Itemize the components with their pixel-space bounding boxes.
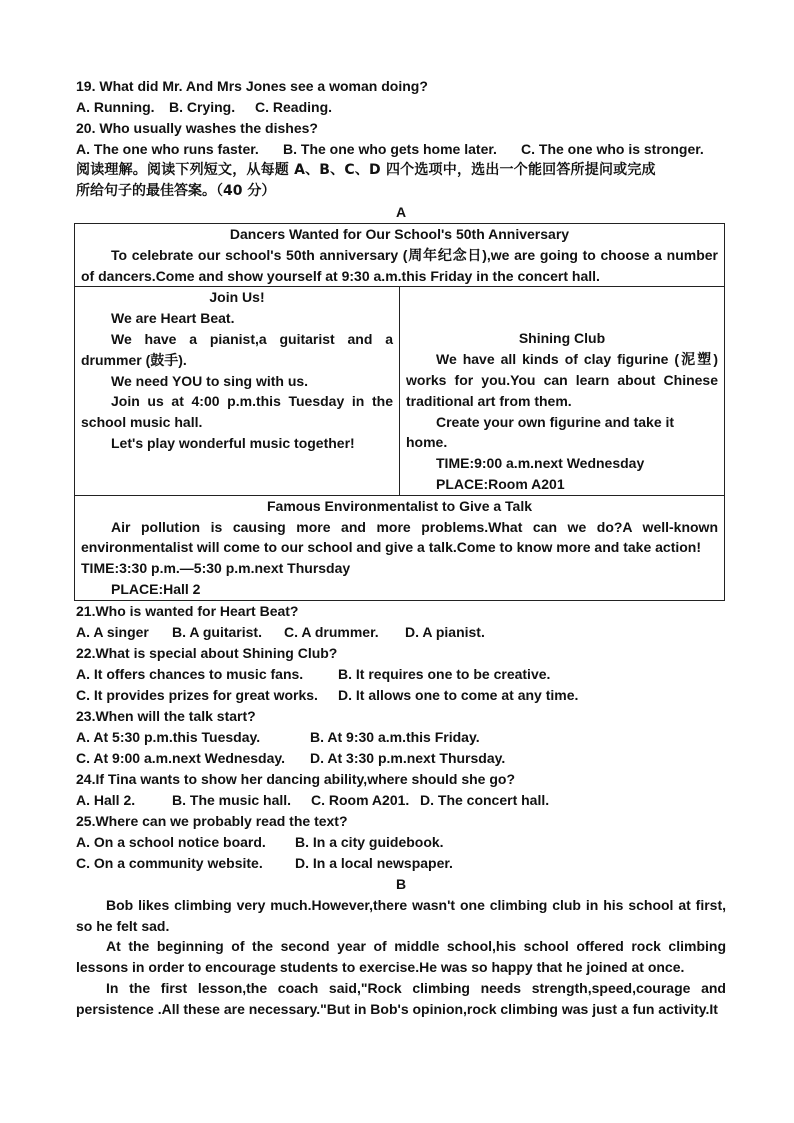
q22-option-row2 [76,685,726,706]
q21-option-d: D. A pianist. [405,623,485,640]
q24-option-a: A. Hall 2. [76,791,136,808]
join-p5: Let's play wonderful music together! [111,434,355,451]
notice-dancers-title: Dancers Wanted for Our School's 50th Anniversary [229,226,570,242]
q23-option-a: A. At 5:30 p.m.this Tuesday. [76,728,261,745]
shining-title: Shining Club [518,330,606,347]
shining-p1: We have all kinds of clay figurine (泥塑) works for you.You can learn about Chinese traditional art from them. [406,351,718,409]
passage-b-paragraph-3: In the first lesson,the coach said,"Rock climbing needs strength,speed,courage and persistence .All these are necessary."But in Bob's opinion,rock climbing was just a fun activity.It [76,979,726,1017]
join-p3: We need YOU to sing with us. [111,372,309,389]
q25-option-a: A. On a school notice board. [76,833,266,850]
notice-dancers-cell [75,224,725,287]
notice-table [74,223,725,601]
join-title: Join Us! [209,289,265,306]
q22-option-d: D. It allows one to come at any time. [338,686,579,703]
notice-shining-cell [400,287,725,495]
reading-instructions-line2: 所给句子的最佳答案。（40 分） [76,183,276,199]
q25-question: 25.Where can we probably read the text? [76,812,348,829]
shining-place: PLACE:Room A201 [436,475,565,492]
q23-option-b: B. At 9:30 a.m.this Friday. [310,728,480,745]
q22-option-a: A. It offers chances to music fans. [76,665,304,682]
shining-p2: Create your own figurine and take it home. [406,413,675,451]
q20-option-a: A. The one who runs faster. [76,141,259,157]
shining-time: TIME:9:00 a.m.next Wednesday [436,455,645,472]
talk-place: PLACE:Hall 2 [111,580,201,597]
q19-option-a: A. Running. [76,99,155,115]
talk-title: Famous Environmentalist to Give a Talk [266,497,533,514]
join-p2: We have a pianist,a guitarist and a drummer (鼓手). [81,330,393,368]
q20-option-c: C. The one who is stronger. [521,141,704,157]
passage-b-paragraph-1: Bob likes climbing very much.However,there wasn't one climbing club in his school at first, so he felt sad. [76,896,726,934]
q25-option-row2 [76,853,726,874]
q25-option-b: B. In a city guidebook. [295,833,444,850]
q22-option-b: B. It requires one to be creative. [338,665,551,682]
q20-options [76,139,726,160]
join-p4: Join us at 4:00 p.m.this Tuesday in the school music hall. [81,393,393,431]
q20-question: 20. Who usually washes the dishes? [76,120,318,136]
q19-option-b: B. Crying. [169,99,236,115]
passage-b-paragraph-2: At the beginning of the second year of middle school,his school offered rock climbing lessons in order to encourage students to exercise.He was so happy that he joined at once. [76,938,726,976]
q21-question: 21.Who is wanted for Heart Beat? [76,602,299,619]
notice-talk-cell [75,495,725,600]
q19-options [76,97,726,118]
talk-body: Air pollution is causing more and more problems.What can we do?A well-known environmentalist will come to our school and give a talk.Come to know more and take action! [81,518,718,556]
q20-option-b: B. The one who gets home later. [283,141,497,157]
q23-option-c: C. At 9:00 a.m.next Wednesday. [76,749,286,766]
q22-option-row1 [76,664,726,685]
q22-question: 22.What is special about Shining Club? [76,644,338,661]
q21-option-b: B. A guitarist. [172,623,262,640]
q19-question: 19. What did Mr. And Mrs Jones see a woman doing? [76,78,428,94]
q23-question: 23.When will the talk start? [76,707,256,724]
q21-options [76,622,726,643]
q25-option-c: C. On a community website. [76,854,263,871]
section-b-heading: B [395,875,407,892]
notice-join-cell [75,287,400,495]
q24-option-d: D. The concert hall. [420,791,550,808]
q24-option-c: C. Room A201. [311,791,410,808]
q24-option-b: B. The music hall. [172,791,292,808]
q21-option-a: A. A singer [76,623,149,640]
q23-option-row2 [76,748,726,769]
talk-time: TIME:3:30 p.m.—5:30 p.m.next Thursday [81,560,351,577]
q23-option-d: D. At 3:30 p.m.next Thursday. [310,749,506,766]
q23-option-row1 [76,727,726,748]
notice-dancers-body: To celebrate our school's 50th anniversary (周年纪念日),we are going to choose a number of dancers.Come and show yourself at 9:30 a.m.this Friday in the concert hall. [81,246,718,284]
q22-option-c: C. It provides prizes for great works. [76,686,318,703]
q21-option-c: C. A drummer. [284,623,379,640]
q24-options [76,790,726,811]
q24-question: 24.If Tina wants to show her dancing ability,where should she go? [76,770,515,787]
reading-instructions-line1: 阅读理解。阅读下列短文，从每题 A、B、C、D 四个选项中，选出一个能回答所提问或完成 [76,162,656,178]
section-a-heading: A [395,204,407,220]
exam-page [76,76,726,1020]
join-p1: We are Heart Beat. [111,310,235,327]
q25-option-row1 [76,832,726,853]
q19-option-c: C. Reading. [255,99,333,115]
q25-option-d: D. In a local newspaper. [295,854,453,871]
